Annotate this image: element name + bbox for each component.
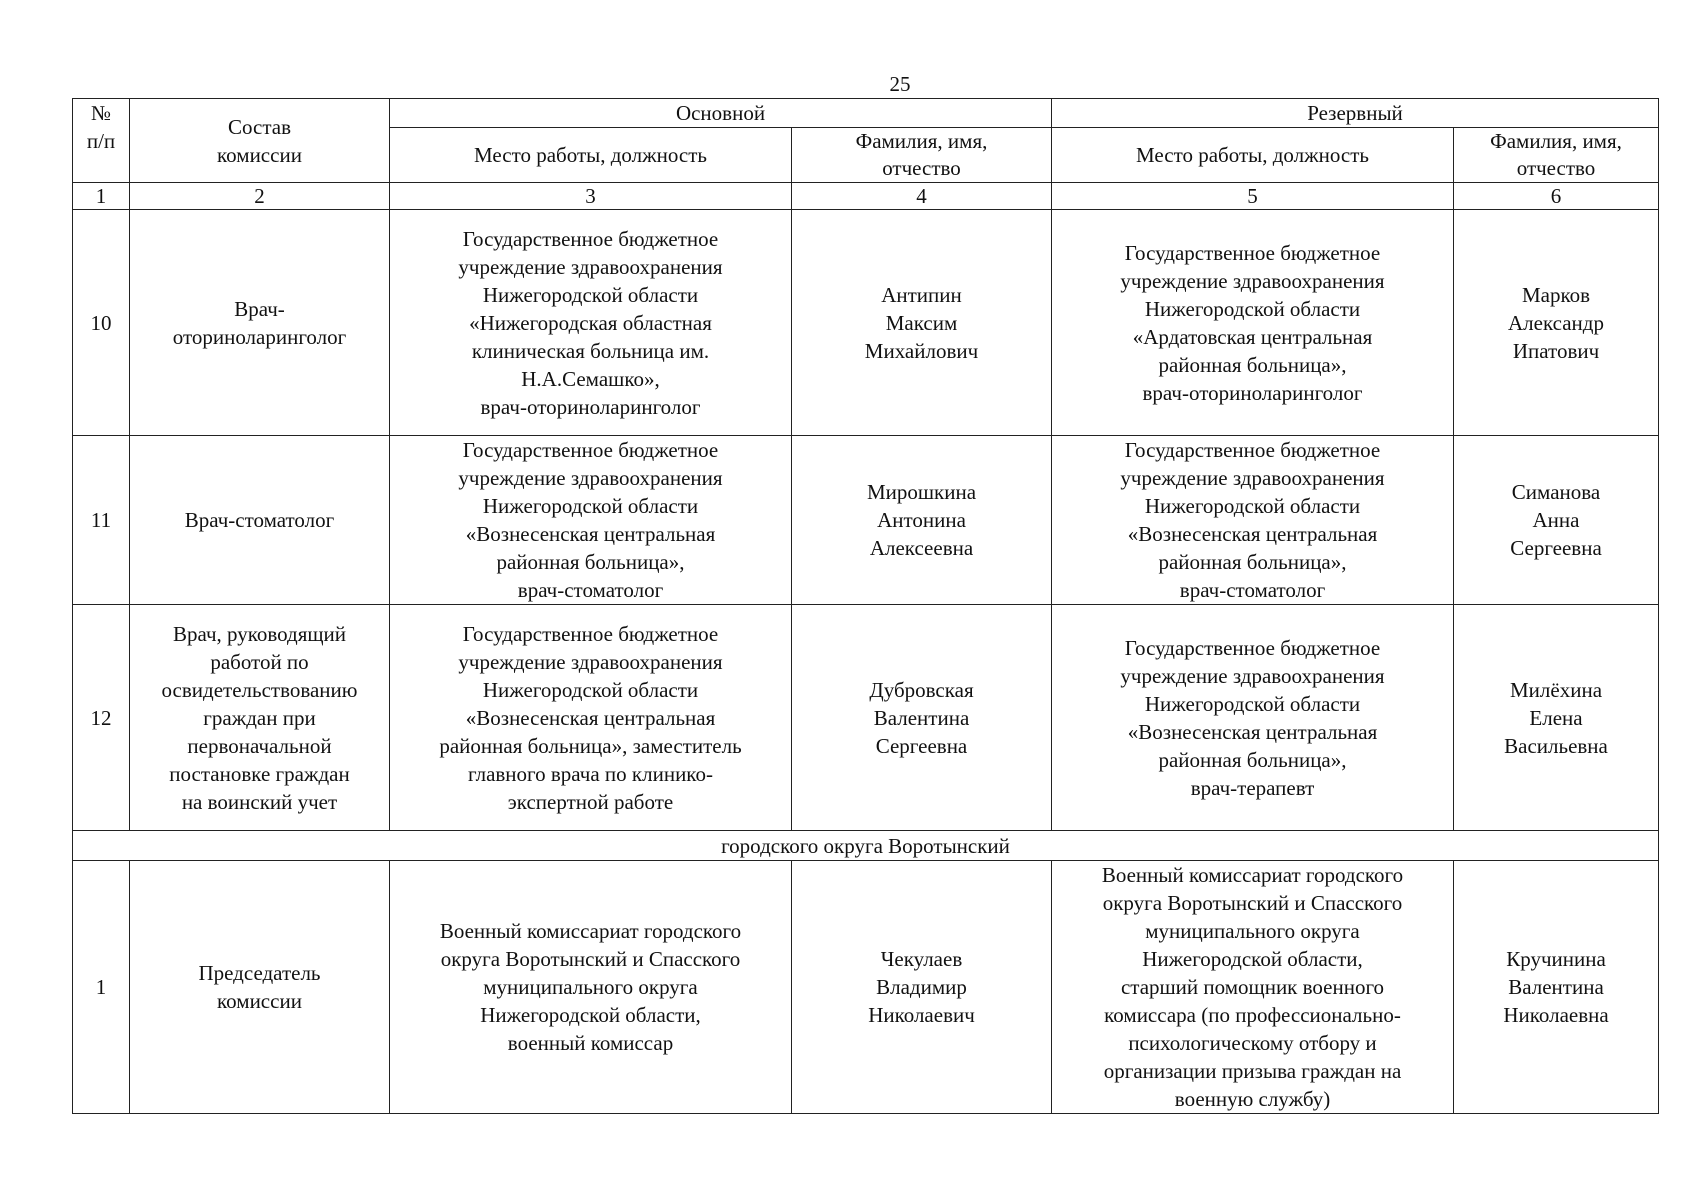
header-main: Основной xyxy=(390,99,1052,128)
reserve-workplace-cell: Военный комиссариат городского округа Воротынский и Спасского муниципального округа Нижегородской области, старший помощник военного комиссара (по профессионально- психологическому отбору и организации призыва граждан на военную службу) xyxy=(1052,861,1454,1114)
header-row-groups xyxy=(73,99,1659,128)
header-composition: Состав комиссии xyxy=(130,99,390,183)
reserve-workplace-cell: Государственное бюджетное учреждение здравоохранения Нижегородской области «Вознесенская центральная районная больница», врач-терапевт xyxy=(1052,605,1454,831)
role-cell: Председатель комиссии xyxy=(130,861,390,1114)
main-workplace-cell: Государственное бюджетное учреждение здравоохранения Нижегородской области «Вознесенская центральная районная больница», врач-стоматолог xyxy=(390,436,792,605)
header-reserve-workplace: Место работы, должность xyxy=(1052,128,1454,183)
col-number: 5 xyxy=(1052,183,1454,210)
header-row-numbers xyxy=(73,183,1659,210)
row-number: 1 xyxy=(73,861,130,1114)
page-number: 25 xyxy=(889,72,911,96)
col-number: 3 xyxy=(390,183,792,210)
row-number: 11 xyxy=(73,436,130,605)
main-name-cell: Чекулаев Владимир Николаевич xyxy=(792,861,1052,1114)
section-title: городского округа Воротынский xyxy=(73,831,1659,861)
role-cell: Врач, руководящий работой по освидетельствованию граждан при первоначальной постановке граждан на воинский учет xyxy=(130,605,390,831)
col-number: 4 xyxy=(792,183,1052,210)
reserve-workplace-cell: Государственное бюджетное учреждение здравоохранения Нижегородской области «Вознесенская центральная районная больница», врач-стоматолог xyxy=(1052,436,1454,605)
header-main-fio: Фамилия, имя, отчество xyxy=(792,128,1052,183)
reserve-name-cell: Кручинина Валентина Николаевна xyxy=(1454,861,1659,1114)
main-name-cell: Мирошкина Антонина Алексеевна xyxy=(792,436,1052,605)
commission-table xyxy=(72,98,1659,1114)
col-number: 2 xyxy=(130,183,390,210)
table-row xyxy=(73,861,1659,1114)
main-workplace-cell: Военный комиссариат городского округа Воротынский и Спасского муниципального округа Нижегородской области, военный комиссар xyxy=(390,861,792,1114)
table-row xyxy=(73,436,1659,605)
header-num: № п/п xyxy=(73,99,130,183)
role-cell: Врач- оториноларинголог xyxy=(130,210,390,436)
section-heading-row xyxy=(73,831,1659,861)
main-name-cell: Дубровская Валентина Сергеевна xyxy=(792,605,1052,831)
header-reserve: Резервный xyxy=(1052,99,1659,128)
main-workplace-cell: Государственное бюджетное учреждение здравоохранения Нижегородской области «Нижегородская областная клиническая больница им. Н.А.Семашко», врач-оториноларинголог xyxy=(390,210,792,436)
reserve-workplace-cell: Государственное бюджетное учреждение здравоохранения Нижегородской области «Ардатовская центральная районная больница», врач-оториноларинголог xyxy=(1052,210,1454,436)
table-row xyxy=(73,210,1659,436)
row-number: 12 xyxy=(73,605,130,831)
reserve-name-cell: Симанова Анна Сергеевна xyxy=(1454,436,1659,605)
table-row xyxy=(73,605,1659,831)
col-number: 6 xyxy=(1454,183,1659,210)
role-cell: Врач-стоматолог xyxy=(130,436,390,605)
main-workplace-cell: Государственное бюджетное учреждение здравоохранения Нижегородской области «Вознесенская центральная районная больница», заместитель главного врача по клинико- экспертной работе xyxy=(390,605,792,831)
header-main-workplace: Место работы, должность xyxy=(390,128,792,183)
main-name-cell: Антипин Максим Михайлович xyxy=(792,210,1052,436)
reserve-name-cell: Марков Александр Ипатович xyxy=(1454,210,1659,436)
col-number: 1 xyxy=(73,183,130,210)
reserve-name-cell: Милёхина Елена Васильевна xyxy=(1454,605,1659,831)
header-reserve-fio: Фамилия, имя, отчество xyxy=(1454,128,1659,183)
row-number: 10 xyxy=(73,210,130,436)
